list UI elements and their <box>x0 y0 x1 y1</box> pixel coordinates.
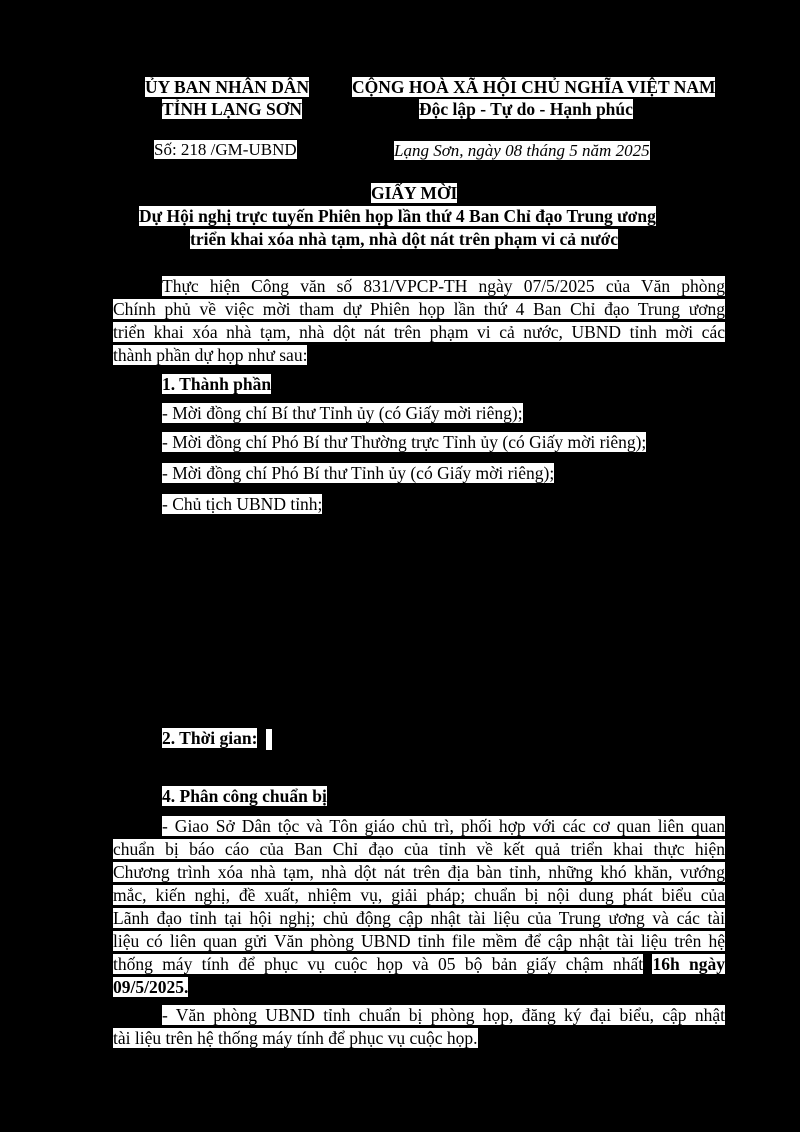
participant-item <box>162 431 646 453</box>
national-motto-line2 <box>419 98 633 120</box>
intro-line1 <box>162 275 725 297</box>
national-motto-line1 <box>352 76 715 98</box>
intro-line4-text: thành phần dự họp như sau: <box>113 345 308 365</box>
section4-heading <box>162 785 327 807</box>
deadline-text: 16h ngày <box>652 954 726 974</box>
task-para1-line8 <box>113 976 188 998</box>
task-para1-line6-text: liệu có liên quan gửi Văn phòng UBND tỉnh file mềm để cập nhật tài liệu trên hệ <box>113 931 725 951</box>
section4-heading-text: 4. Phân công chuẩn bị <box>162 786 327 806</box>
section2-heading <box>162 727 257 749</box>
national-motto-line1-text: CỘNG HOÀ XÃ HỘI CHỦ NGHĨA VIỆT NAM <box>352 77 716 97</box>
document-title <box>371 182 457 204</box>
task-para1-line1-text: - Giao Sở Dân tộc và Tôn giáo chủ trì, phối hợp với các cơ quan liên quan <box>162 816 725 836</box>
task-para1-line5-text: Lãnh đạo tỉnh tại hội nghị; chủ động cập nhật tài liệu của Trung ương và các tài <box>113 908 725 928</box>
participant-item-text: - Mời đồng chí Bí thư Tỉnh ủy (có Giấy mời riêng); <box>162 403 523 423</box>
intro-line4 <box>113 344 307 366</box>
document-title-text: GIẤY MỜI <box>371 183 458 203</box>
participant-item <box>162 493 322 515</box>
deadline-date-text: 09/5/2025. <box>113 977 189 997</box>
task-para1-line3 <box>113 861 725 883</box>
document-subtitle-line1-text: Dự Hội nghị trực tuyến Phiên họp lần thứ 4 Ban Chỉ đạo Trung ương <box>139 206 656 226</box>
task-para2-line2-text: tài liệu trên hệ thống máy tính để phục vụ cuộc họp. <box>113 1028 478 1048</box>
task-para1-line7 <box>113 953 725 975</box>
document-subtitle-line2-text: triển khai xóa nhà tạm, nhà dột nát trên phạm vi cả nước <box>190 229 619 249</box>
place-date <box>394 140 650 162</box>
national-motto-line2-text: Độc lập - Tự do - Hạnh phúc <box>419 99 633 119</box>
agency-name-line2-text: TỈNH LẠNG SƠN <box>162 99 303 119</box>
intro-line3-text: triển khai xóa nhà tạm, nhà dột nát trên phạm vi cả nước, UBND tỉnh mời các <box>113 322 725 342</box>
task-para1-line4-text: mắc, kiến nghị, đề xuất, nhiệm vụ, giải pháp; chuẩn bị nội dung phát biểu của <box>113 885 725 905</box>
task-para2-line2 <box>113 1027 478 1049</box>
agency-name-line2 <box>162 98 302 120</box>
intro-line1-text: Thực hiện Công văn số 831/VPCP-TH ngày 07/5/2025 của Văn phòng <box>162 276 725 296</box>
task-para1-line6 <box>113 930 725 952</box>
task-para1-line4 <box>113 884 725 906</box>
task-para1-line2-text: chuẩn bị báo cáo của Ban Chỉ đạo của tỉnh về kết quả triển khai thực hiện <box>113 839 725 859</box>
section1-heading-text: 1. Thành phần <box>162 374 272 394</box>
agency-name-line1 <box>145 76 309 98</box>
participant-item <box>162 462 554 484</box>
task-para2-line1-text: - Văn phòng UBND tỉnh chuẩn bị phòng họp, đăng ký đại biểu, cập nhật <box>162 1005 725 1025</box>
section2-heading-text: 2. Thời gian: <box>162 728 258 748</box>
participant-item-text: - Chủ tịch UBND tỉnh; <box>162 494 323 514</box>
intro-line2-text: Chính phủ về việc mời tham dự Phiên họp lần thứ 4 Ban Chỉ đạo Trung ương <box>113 299 725 319</box>
redaction-edge <box>266 729 272 750</box>
document-number-text: Số: 218 /GM-UBND <box>154 140 297 159</box>
task-para2-line1 <box>162 1004 725 1026</box>
agency-name-line1-text: ỦY BAN NHÂN DÂN <box>145 77 310 97</box>
task-para1-line7-text: thống máy tính để phục vụ cuộc họp và 05 bộ bản giấy chậm nhất <box>113 954 644 974</box>
task-para1-line2 <box>113 838 725 860</box>
task-para1-line5 <box>113 907 725 929</box>
intro-line2 <box>113 298 725 320</box>
participant-item <box>162 402 523 424</box>
document-subtitle-line2 <box>190 228 618 250</box>
section1-heading <box>162 373 271 395</box>
participant-item-text: - Mời đồng chí Phó Bí thư Thường trực Tỉnh ủy (có Giấy mời riêng); <box>162 432 647 452</box>
document-subtitle-line1 <box>139 205 656 227</box>
task-para1-line3-text: Chương trình xóa nhà tạm, nhà dột nát trên địa bàn tỉnh, những khó khăn, vướng <box>113 862 725 882</box>
task-para1-line1 <box>162 815 725 837</box>
document-number <box>154 139 297 161</box>
intro-line3 <box>113 321 725 343</box>
participant-item-text: - Mời đồng chí Phó Bí thư Tỉnh ủy (có Giấy mời riêng); <box>162 463 555 483</box>
place-date-text: Lạng Sơn, ngày 08 tháng 5 năm 2025 <box>394 141 650 160</box>
